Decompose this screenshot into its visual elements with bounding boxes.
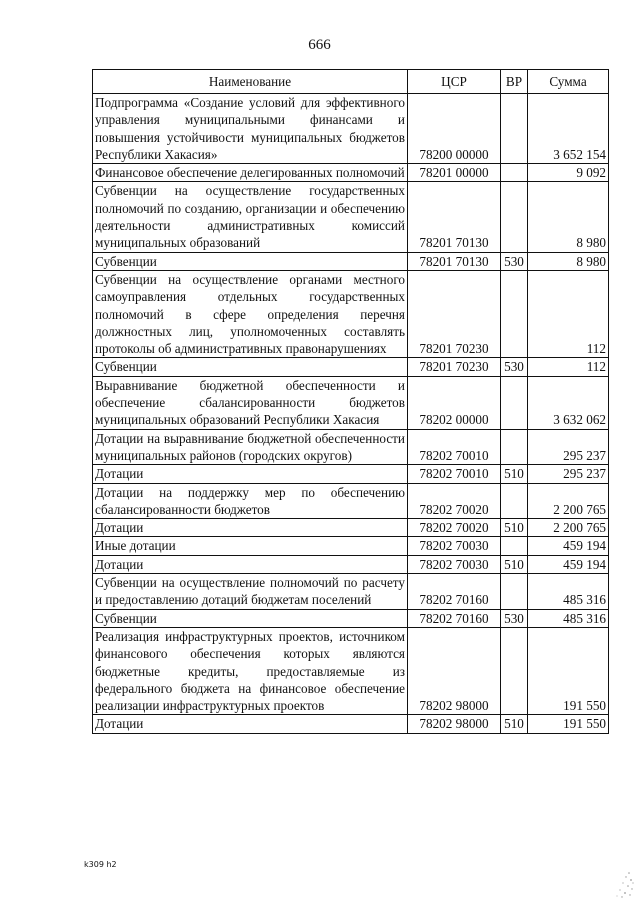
row-sum: 3 632 062	[528, 376, 609, 429]
row-vr	[501, 537, 528, 555]
row-sum: 112	[528, 358, 609, 376]
table-row	[93, 465, 609, 483]
table-row	[93, 429, 609, 465]
row-name: Дотации на выравнивание бюджетной обеспеченности муниципальных районов (городских округов)	[93, 429, 408, 465]
row-vr	[501, 574, 528, 610]
row-name: Выравнивание бюджетной обеспеченности и обеспечение сбалансированности бюджетов муниципальных образований Республики Хакасия	[93, 376, 408, 429]
row-sum: 2 200 765	[528, 483, 609, 519]
row-sum: 459 194	[528, 537, 609, 555]
row-csr: 78202 00000	[408, 376, 501, 429]
row-name: Дотации	[93, 715, 408, 733]
row-csr: 78201 70230	[408, 270, 501, 357]
row-name: Дотации	[93, 555, 408, 573]
row-name: Дотации	[93, 519, 408, 537]
row-csr: 78202 98000	[408, 715, 501, 733]
row-name: Подпрограмма «Создание условий для эффективного управления муниципальными финансами и повышения устойчивости муниципальных бюджетов Республики Хакасия»	[93, 94, 408, 164]
table-row	[93, 715, 609, 733]
table-row	[93, 537, 609, 555]
row-vr: 510	[501, 555, 528, 573]
row-vr	[501, 270, 528, 357]
row-csr: 78202 70160	[408, 574, 501, 610]
table-row	[93, 94, 609, 164]
row-sum: 112	[528, 270, 609, 357]
scan-noise-mark	[609, 869, 635, 899]
row-vr: 530	[501, 609, 528, 627]
table-row	[93, 627, 609, 714]
row-csr: 78201 70230	[408, 358, 501, 376]
row-sum: 191 550	[528, 715, 609, 733]
table-row	[93, 519, 609, 537]
row-vr	[501, 94, 528, 164]
row-name: Дотации на поддержку мер по обеспечению сбалансированности бюджетов	[93, 483, 408, 519]
row-vr	[501, 627, 528, 714]
table-row	[93, 164, 609, 182]
budget-table	[92, 69, 609, 734]
row-csr: 78201 70130	[408, 252, 501, 270]
row-name: Субвенции	[93, 252, 408, 270]
row-name: Субвенции на осуществление полномочий по расчету и предоставлению дотаций бюджетам поселений	[93, 574, 408, 610]
row-vr	[501, 376, 528, 429]
table-row	[93, 555, 609, 573]
row-sum: 8 980	[528, 252, 609, 270]
row-name: Субвенции на осуществление органами местного самоуправления отдельных государственных полномочий в сфере определения перечня должностных лиц, уполномоченных составлять протоколы об административных правонарушениях	[93, 270, 408, 357]
table-row	[93, 376, 609, 429]
row-name: Иные дотации	[93, 537, 408, 555]
table-row	[93, 483, 609, 519]
row-vr	[501, 483, 528, 519]
row-sum: 485 316	[528, 609, 609, 627]
row-name: Субвенции на осуществление государственных полномочий по созданию, организации и обеспечению деятельности административных комиссий муниципальных образований	[93, 182, 408, 252]
row-csr: 78201 00000	[408, 164, 501, 182]
row-sum: 295 237	[528, 465, 609, 483]
row-vr: 530	[501, 358, 528, 376]
row-csr: 78202 70160	[408, 609, 501, 627]
row-sum: 459 194	[528, 555, 609, 573]
row-name: Финансовое обеспечение делегированных полномочий	[93, 164, 408, 182]
row-csr: 78202 70010	[408, 429, 501, 465]
row-sum: 3 652 154	[528, 94, 609, 164]
row-sum: 2 200 765	[528, 519, 609, 537]
row-name: Дотации	[93, 465, 408, 483]
table-row	[93, 609, 609, 627]
row-csr: 78200 00000	[408, 94, 501, 164]
row-sum: 485 316	[528, 574, 609, 610]
table-row	[93, 270, 609, 357]
row-csr: 78202 70030	[408, 555, 501, 573]
row-csr: 78202 98000	[408, 627, 501, 714]
footer-code: k309 h2	[84, 860, 117, 869]
row-csr: 78202 70010	[408, 465, 501, 483]
table-row	[93, 252, 609, 270]
row-vr: 510	[501, 519, 528, 537]
table-row	[93, 574, 609, 610]
row-csr: 78201 70130	[408, 182, 501, 252]
page-number: 666	[308, 37, 331, 53]
row-vr: 530	[501, 252, 528, 270]
header-sum: Сумма	[528, 70, 609, 94]
row-vr: 510	[501, 465, 528, 483]
header-name: Наименование	[93, 70, 408, 94]
table-row	[93, 182, 609, 252]
row-vr	[501, 429, 528, 465]
row-vr: 510	[501, 715, 528, 733]
table-header-row	[93, 70, 609, 94]
row-vr	[501, 182, 528, 252]
row-csr: 78202 70030	[408, 537, 501, 555]
table-row	[93, 358, 609, 376]
row-name: Реализация инфраструктурных проектов, источником финансового обеспечения которых являются бюджетные кредиты, предоставляемые из федерального бюджета на финансовое обеспечение реализации инфраструктурных проектов	[93, 627, 408, 714]
row-sum: 8 980	[528, 182, 609, 252]
row-name: Субвенции	[93, 609, 408, 627]
row-csr: 78202 70020	[408, 519, 501, 537]
row-sum: 295 237	[528, 429, 609, 465]
row-sum: 9 092	[528, 164, 609, 182]
header-csr: ЦСР	[408, 70, 501, 94]
row-csr: 78202 70020	[408, 483, 501, 519]
row-sum: 191 550	[528, 627, 609, 714]
row-name: Субвенции	[93, 358, 408, 376]
header-vr: ВР	[501, 70, 528, 94]
row-vr	[501, 164, 528, 182]
